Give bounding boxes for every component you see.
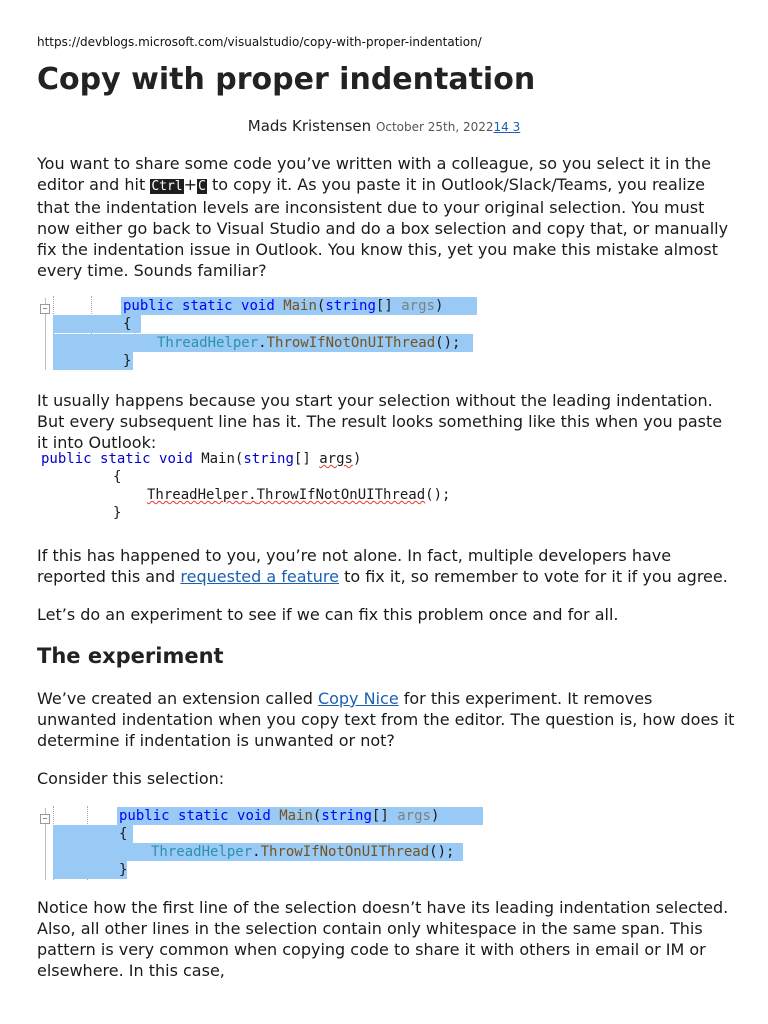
section-heading-experiment: The experiment bbox=[37, 644, 224, 668]
kbd-ctrl: Ctrl bbox=[151, 179, 183, 194]
code-line-2: { bbox=[119, 826, 128, 842]
collapse-icon: − bbox=[40, 304, 50, 314]
paragraph-3 bbox=[37, 545, 737, 587]
paragraph-5-text-1: We’ve created an extension called bbox=[37, 689, 318, 708]
paragraph-7 bbox=[37, 897, 737, 981]
selection-line-4 bbox=[53, 352, 133, 370]
code-line-3: ThreadHelper.ThrowIfNotOnUIThread(); bbox=[151, 844, 455, 860]
selection-line-4 bbox=[53, 861, 127, 879]
code-screenshot-2 bbox=[37, 804, 497, 884]
pasted-line-3: ThreadHelper.ThrowIfNotOnUIThread(); bbox=[147, 487, 451, 503]
paragraph-3-text-1: If this has happened to you, you’re not alone. In fact, multiple developers have reported this and bbox=[37, 546, 672, 586]
paragraph-7-text: Notice how the first line of the selection doesn’t have its leading indentation selected. Also, all other lines in the selection contain only whitespace in the same span. This pattern is very common when copying code to share it with others in email or IM or elsewhere. In this case, bbox=[37, 898, 729, 980]
intro-text-1: You want to share some code you’ve written with a colleague, so you select it in the editor and hit bbox=[37, 154, 711, 194]
intro-paragraph bbox=[37, 153, 737, 281]
kbd-c: C bbox=[198, 179, 206, 194]
paragraph-5 bbox=[37, 688, 737, 751]
code-line-1: public static void Main(string[] args) bbox=[123, 298, 444, 314]
pasted-line-4: } bbox=[113, 505, 122, 521]
paragraph-2 bbox=[37, 390, 737, 453]
paragraph-5-text-2: for this experiment. It removes unwanted indentation when you copy text from the editor. The question is, how does it determine if indentation is unwanted or not? bbox=[37, 689, 735, 750]
copy-nice-link[interactable]: Copy Nice bbox=[317, 689, 399, 708]
code-line-4: } bbox=[119, 862, 128, 878]
paragraph-6-text: Consider this selection: bbox=[37, 769, 225, 788]
paragraph-6 bbox=[37, 768, 737, 789]
kbd-plus: + bbox=[183, 175, 198, 194]
code-screenshot-1 bbox=[37, 294, 497, 374]
comments-link[interactable]: 14 3 bbox=[493, 120, 521, 134]
code-line-1: public static void Main(string[] args) bbox=[119, 808, 440, 824]
page-url: https://devblogs.microsoft.com/visualstudio/copy-with-proper-indentation/ bbox=[37, 35, 482, 49]
post-date: October 25th, 2022 bbox=[375, 120, 494, 134]
author-name: Mads Kristensen bbox=[247, 117, 372, 135]
pasted-line-2: { bbox=[113, 469, 122, 485]
code-line-2: { bbox=[123, 316, 132, 332]
byline bbox=[0, 117, 768, 135]
code-line-3: ThreadHelper.ThrowIfNotOnUIThread(); bbox=[157, 335, 461, 351]
paragraph-2-text: It usually happens because you start your selection without the leading indentation. But every subsequent line has it. The result looks something like this when you paste it into Outlook: bbox=[37, 391, 723, 452]
article-title: Copy with proper indentation bbox=[37, 62, 536, 97]
intro-text-2: to copy it. As you paste it in Outlook/Slack/Teams, you realize that the indentation levels are inconsistent due to your original selection. You must now either go back to Visual Studio and do a box selection and copy that, or manually fix the indentation issue in Outlook. You know this, yet you make this mistake almost every time. Sounds familiar? bbox=[37, 175, 729, 280]
paragraph-4 bbox=[37, 604, 737, 625]
requested-feature-link[interactable]: requested a feature bbox=[180, 567, 339, 586]
paragraph-3-text-2: to fix it, so remember to vote for it if you agree. bbox=[338, 567, 728, 586]
pasted-code bbox=[37, 448, 537, 524]
pasted-line-1: public static void Main(string[] args) bbox=[41, 451, 362, 467]
paragraph-4-text: Let’s do an experiment to see if we can fix this problem once and for all. bbox=[37, 605, 619, 624]
code-line-4: } bbox=[123, 353, 132, 369]
collapse-icon: − bbox=[40, 814, 50, 824]
